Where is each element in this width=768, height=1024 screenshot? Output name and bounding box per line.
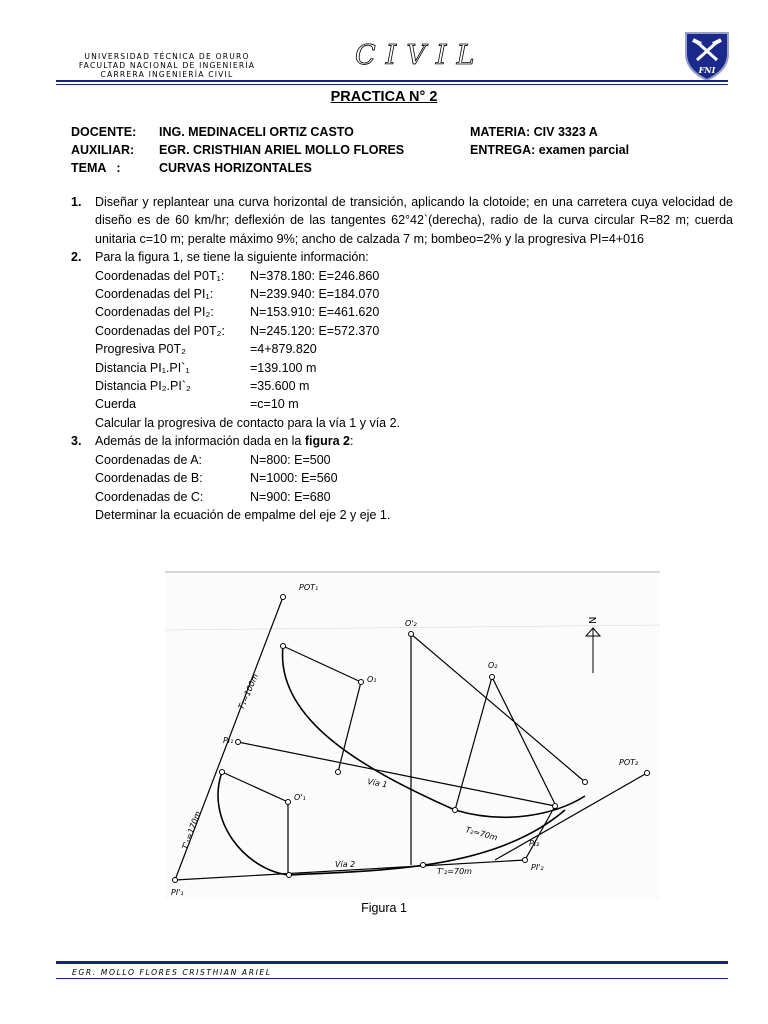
problem-3-intro-colon: :: [350, 434, 354, 449]
label-via1: Vía 1: [366, 777, 389, 790]
problem-1-text: Diseñar y replantear una curva horizontal de transición, aplicando la clotoide; en una carretera cuya velocidad de diseño es de 60 km/hr; deflexión de las tangentes 62°42`(derecha), radio de la curva circular R=82 m; cuerda unitaria c=10 m; peralte máximo 9%; ancho de calzada 7 m; bombeo=2% y la progresiva PI=4+016: [95, 195, 733, 246]
docente-label: DOCENTE:: [71, 125, 137, 139]
problem-2-data-row-key: Coordenadas del P0T₂:: [95, 323, 225, 338]
header-rule-bottom: [56, 84, 728, 85]
problem-2-data-row-key: Coordenadas del PI₁:: [95, 287, 214, 302]
fni-shield-logo: [682, 30, 732, 82]
problem-2: [71, 248, 733, 266]
label-o1p: O'₁: [294, 793, 306, 802]
tema-value: CURVAS HORIZONTALES: [159, 161, 312, 175]
career-name: CARRERA INGENIERÍA CIVIL: [100, 70, 234, 79]
problem-1: [71, 193, 733, 248]
problem-2-data-row-value: N=378.180: E=246.860: [250, 268, 380, 283]
problem-2-data-row: [71, 395, 733, 413]
problem-3-data-row-value: N=1000: E=560: [250, 471, 338, 486]
problem-3-data-row-key: Coordenadas de B:: [95, 471, 203, 486]
problem-2-data-row-key: Distancia PI₂.PI`₂: [95, 379, 191, 394]
docente-value: ING. MEDINACELI ORTIZ CASTO: [159, 125, 354, 139]
problem-2-data-row: [71, 359, 733, 377]
problem-2-data-row-key: Distancia PI₁.PI`₁: [95, 360, 190, 375]
problem-3-data-rows: [71, 451, 733, 506]
problem-2-data-row-value: =35.600 m: [250, 379, 310, 394]
label-o1: O₁: [367, 675, 377, 684]
problem-3-data-row: [71, 451, 733, 469]
tema-label: TEMA :: [71, 161, 121, 175]
problem-3-data-row-key: Coordenadas de C:: [95, 489, 204, 504]
label-t2p: T'₂=70m: [437, 867, 472, 876]
north-label: N: [588, 616, 599, 624]
label-pot2: POT₂: [619, 758, 639, 767]
label-t1: T₁=100m: [236, 672, 261, 711]
problem-2-data-row-key: Progresiva P0T₂: [95, 342, 186, 357]
faculty-name: FACULTAD NACIONAL DE INGENIERÍA: [78, 61, 256, 70]
problem-list: [71, 193, 733, 524]
footer-rule: [56, 961, 728, 964]
label-t1p: T'₁=170m: [180, 809, 203, 851]
civil-title: CIVIL: [355, 40, 485, 71]
page-title: PRACTICA N° 2: [330, 89, 438, 105]
auxiliar-label: AUXILIAR:: [71, 143, 135, 157]
problem-3-number: 3.: [71, 434, 82, 449]
problem-2-intro: Para la figura 1, se tiene la siguiente información:: [95, 250, 369, 265]
logo-text: FNI: [698, 65, 716, 75]
label-pot1: POT₁: [299, 583, 319, 592]
university-header: [62, 52, 272, 79]
problem-2-data-row-key: Coordenadas del PI₂:: [95, 305, 214, 320]
problem-2-data-row-value: N=153.910: E=461.620: [250, 305, 380, 320]
header-rule-top: [56, 80, 728, 82]
university-name: UNIVERSIDAD TÉCNICA DE ORURO: [84, 52, 250, 61]
problem-2-data-row: [71, 322, 733, 340]
footer-author: EGR. MOLLO FLORES CRISTHIAN ARIEL: [72, 968, 272, 977]
label-pi1: PI₁: [223, 736, 234, 745]
problem-3-data-row: [71, 488, 733, 506]
problem-2-data-row-value: =c=10 m: [250, 397, 299, 412]
footer-rule-bottom: [56, 978, 728, 979]
problem-2-number: 2.: [71, 250, 82, 265]
problem-2-data-row: [71, 340, 733, 358]
label-via2: Vía 2: [335, 860, 356, 869]
label-pi1p: PI'₁: [171, 888, 184, 897]
problem-3-closing: Determinar la ecuación de empalme del eje 2 y eje 1.: [95, 507, 391, 522]
problem-1-number: 1.: [71, 195, 82, 209]
materia-value: MATERIA: CIV 3323 A: [470, 125, 598, 139]
entrega-value: ENTREGA: examen parcial: [470, 143, 630, 157]
problem-2-data-row-key: Coordenadas del P0T₁:: [95, 268, 225, 283]
problem-2-data-row-value: N=239.940: E=184.070: [250, 287, 380, 302]
problem-2-data-row-value: =139.100 m: [250, 360, 317, 375]
problem-2-data-row: [71, 285, 733, 303]
problem-3-intro: [95, 432, 733, 450]
problem-3-intro-text: Además de la información dada en la: [95, 434, 305, 449]
problem-3-data-row-value: N=900: E=680: [250, 489, 331, 504]
label-t2: T₂=70m: [464, 825, 499, 843]
problem-3-data-row-value: N=800: E=500: [250, 452, 331, 467]
label-pi2: PI₂: [529, 839, 540, 848]
problem-3-data-row-key: Coordenadas de A:: [95, 452, 203, 467]
problem-2-data-row: [71, 267, 733, 285]
figure-caption: Figura 1: [361, 901, 407, 915]
problem-2-closing: Calcular la progresiva de contacto para la vía 1 y vía 2.: [95, 415, 401, 430]
auxiliar-value: EGR. CRISTHIAN ARIEL MOLLO FLORES: [159, 143, 405, 157]
figure-1-diagram: [165, 570, 660, 900]
label-o2: O₂: [488, 661, 498, 670]
problem-2-data-rows: [71, 267, 733, 414]
problem-2-data-row-value: =4+879.820: [250, 342, 317, 357]
problem-2-data-row: [71, 377, 733, 395]
problem-2-data-row: [71, 303, 733, 321]
label-o2p: O'₂: [405, 619, 417, 628]
problem-2-data-row-value: N=245.120: E=572.370: [250, 323, 380, 338]
problem-3: [71, 432, 733, 450]
label-pi2p: PI'₂: [531, 863, 544, 872]
problem-2-data-row-key: Cuerda: [95, 397, 136, 412]
problem-3-figure-ref: figura 2: [304, 434, 351, 449]
problem-3-data-row: [71, 469, 733, 487]
